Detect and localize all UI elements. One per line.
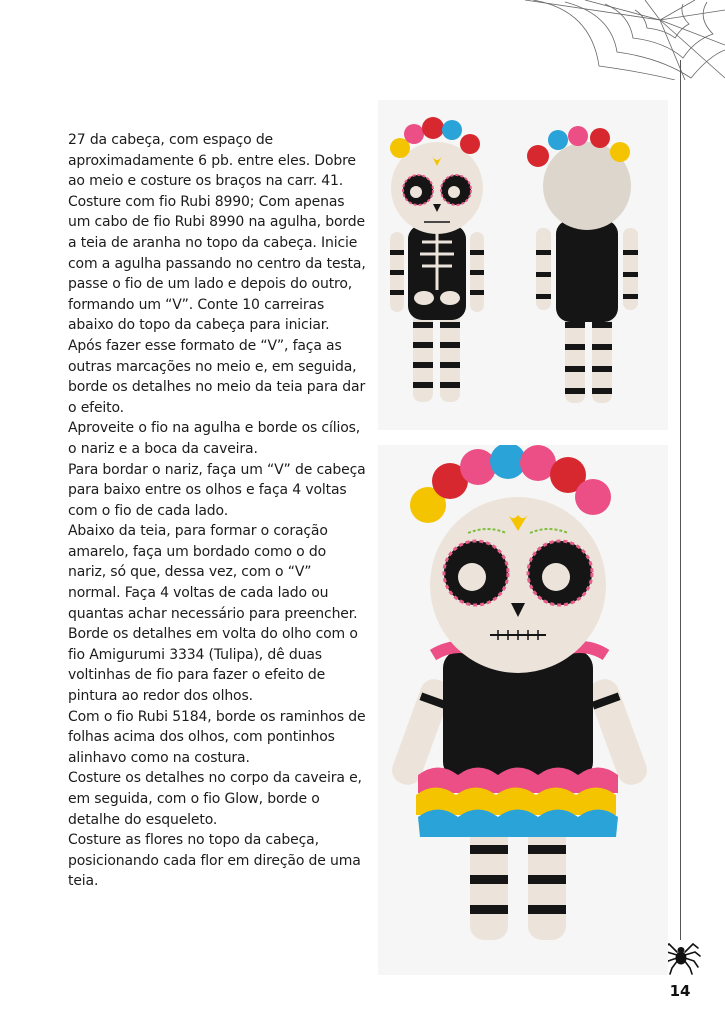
doll-front-back-photo [378,100,668,430]
paragraph: Com o fio Rubi 5184, borde os raminhos de folhas acima dos olhos, com pontinhos alinhavo como na costura. [68,708,366,766]
spider-thread [680,60,681,940]
paragraph: Aproveite o fio na agulha e borde os cílios, o nariz e a boca da caveira. [68,420,361,457]
paragraph: Borde os detalhes em volta do olho com o fio Amigurumi 3334 (Tulipa), dê duas voltinhas de fio para fazer o efeito de pintura ao redor dos olhos. [68,626,358,705]
paragraph: 27 da cabeça, com espaço de aproximadamente 6 pb. entre eles. Dobre ao meio e costure os braços na carr. 41. Costure com fio Rubi 8990; Com apenas um cabo de fio Rubi 8990 na agulha, borde a teia de aranha no topo da cabeça. Inicie com a agulha passando no centro da testa, passe o fio de um lado e depois do outro, formando um “V”. Conte 10 carreiras abaixo do topo da cabeça para iniciar. [68,132,366,334]
paragraph: Costure as flores no topo da cabeça, posicionando cada flor em direção de uma teia. [68,832,361,890]
spider-web-icon [525,0,725,80]
instructions-text [68,130,368,892]
paragraph: Abaixo da teia, para formar o coração amarelo, faça um bordado como o do nariz, só que, dessa vez, com o “V” normal. Faça 4 voltas de cada lado ou quantas achar necessário para preencher. [68,523,358,622]
paragraph: Costure os detalhes no corpo da caveira e, em seguida, com o fio Glow, borde o detalhe do esqueleto. [68,770,362,828]
paragraph: Para bordar o nariz, faça um “V” de cabeça para baixo entre os olhos e faça 4 voltas com o fio de cada lado. [68,461,366,519]
paragraph: Após fazer esse formato de “V”, faça as outras marcações no meio e, em seguida, borde os detalhes no meio da teia para dar o efeito. [68,337,366,416]
page-number: 14 [669,982,691,1000]
doll-dressed-photo [378,445,668,975]
